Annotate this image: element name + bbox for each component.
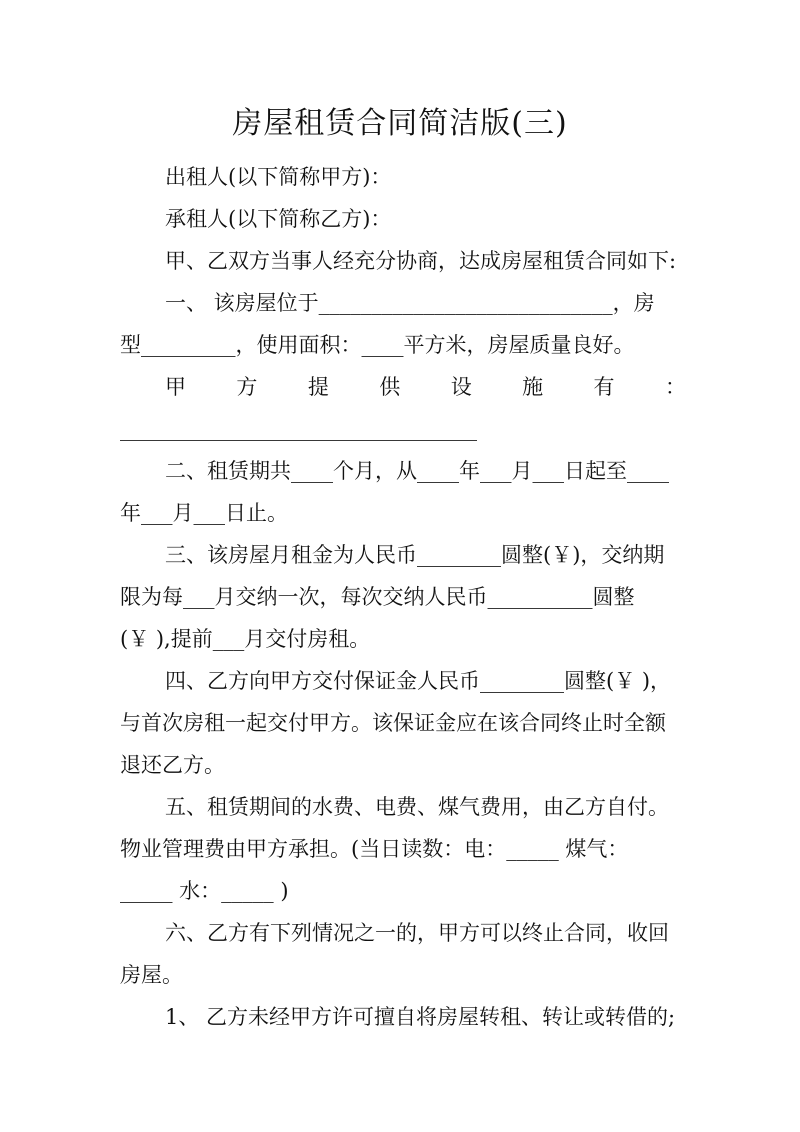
line-clause-4b: 与首次房租一起交付甲方。该保证金应在该合同终止时全额 — [120, 711, 666, 735]
facilities-spread-text — [165, 372, 686, 402]
facilities-char: 甲 — [165, 375, 186, 399]
line-clause-1a: 一、 该房屋位于____________________________，房 — [165, 291, 655, 315]
line-agreement-intro: 甲、乙双方当事人经充分协商，达成房屋租赁合同如下: — [165, 249, 677, 273]
line-clause-5c: _____ 水：_____ ) — [120, 879, 289, 903]
line-clause-6a: 六、乙方有下列情况之一的，甲方可以终止合同，收回 — [165, 921, 669, 945]
line-clause-5a: 五、租赁期间的水费、电费、煤气费用，由乙方自付。 — [165, 795, 669, 819]
facilities-char: 有 — [593, 375, 615, 399]
line-clause-2a: 二、租赁期共____个月，从____年___月___日起至____ — [165, 459, 669, 483]
line-clause-5b: 物业管理费由甲方承担。(当日读数：电：_____ 煤气： — [120, 837, 629, 861]
line-clause-3c: (￥ ),提前___月交付房租。 — [120, 627, 371, 651]
facilities-char: 供 — [379, 375, 401, 399]
line-lessor: 出租人(以下简称甲方)： — [165, 165, 392, 189]
line-lessee: 承租人(以下简称乙方)： — [165, 207, 392, 231]
facilities-char: 施 — [522, 375, 544, 399]
line-clause-6b: 房屋。 — [120, 963, 183, 987]
facilities-char: 提 — [307, 375, 329, 399]
line-facilities-blank: __________________________________ — [120, 417, 477, 441]
line-clause-1b: 型_________，使用面积：____平方米，房屋质量良好。 — [120, 333, 635, 357]
line-clause-3b: 限为每___月交纳一次，每次交纳人民币__________圆整 — [120, 585, 635, 609]
facilities-char: ： — [664, 375, 686, 399]
line-clause-2b: 年___月___日止。 — [120, 501, 288, 525]
line-clause-3a: 三、该房屋月租金为人民币________圆整(￥)，交纳期 — [165, 543, 665, 567]
line-facilities — [165, 372, 686, 402]
document-title: 房屋租赁合同简洁版(三) — [232, 106, 568, 141]
facilities-char: 方 — [236, 375, 258, 399]
line-clause-6-item-1: 1、 乙方未经甲方许可擅自将房屋转租、转让或转借的; — [165, 1005, 676, 1029]
line-clause-4a: 四、乙方向甲方交付保证金人民币________圆整(￥ )， — [165, 669, 672, 693]
facilities-char: 设 — [450, 375, 472, 399]
line-clause-4c: 退还乙方。 — [120, 753, 225, 777]
